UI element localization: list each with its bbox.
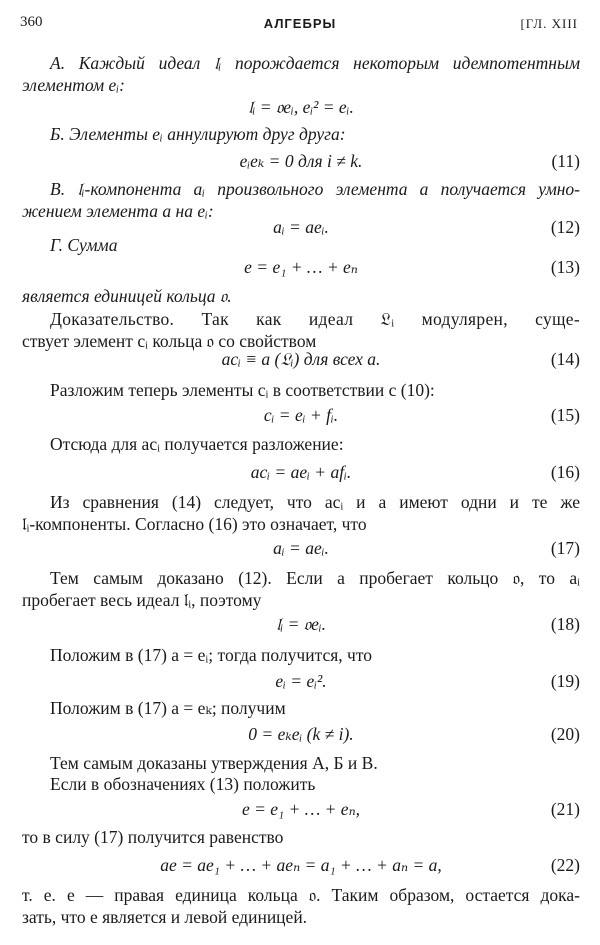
- formula-16: acᵢ = aeᵢ + afᵢ.: [250, 462, 352, 482]
- proof-line-14: т. е. e — правая единица кольца 𝔬. Таким образом, остается дока-: [22, 885, 580, 905]
- formula-12: aᵢ = aeᵢ.: [273, 217, 329, 237]
- equation-number-21: (21): [550, 799, 580, 819]
- formula-11: eᵢeₖ = 0 для i ≠ k.: [239, 151, 363, 171]
- proof-line-9: Положим в (17) a = eᵢ; тогда получится, что: [50, 645, 372, 665]
- formula-a: 𝔩ᵢ = 𝔬eᵢ, eᵢ² = eᵢ.: [248, 97, 354, 117]
- equation-number-20: (20): [550, 724, 580, 744]
- equation-number-12: (12): [550, 217, 580, 237]
- proof-line-13: то в силу (17) получится равенство: [22, 827, 284, 847]
- equation-number-18: (18): [550, 614, 580, 634]
- running-title: АЛГЕБРЫ: [263, 16, 337, 31]
- statement-c-line-1: В. 𝔩ᵢ-компонента aᵢ произвольного элемента a получается умно-: [50, 179, 580, 199]
- proof-line-12: Если в обозначениях (13) положить: [50, 774, 316, 794]
- statement-b-line-1: Б. Элементы eᵢ аннулируют друг друга:: [50, 124, 346, 144]
- proof-line-6: 𝔩ᵢ-компоненты. Согласно (16) это означает, что: [22, 514, 367, 534]
- proof-line-3: Разложим теперь элементы cᵢ в соответствии с (10):: [50, 380, 435, 400]
- statement-d-line-2: является единицей кольца 𝔬.: [22, 286, 232, 306]
- equation-number-16: (16): [550, 462, 580, 482]
- page-number: 360: [20, 14, 43, 30]
- statement-c-line-2: жением элемента a на eᵢ:: [22, 201, 214, 221]
- proof-line-7: Тем самым доказано (12). Если a пробегает кольцо 𝔬, то aᵢ: [50, 568, 580, 588]
- statement-a-line-1: А. Каждый идеал 𝔩ᵢ порождается некоторым идемпотентным: [50, 53, 580, 73]
- proof-line-4: Отсюда для acᵢ получается разложение:: [50, 434, 344, 454]
- proof-line-5: Из сравнения (14) следует, что acᵢ и a имеют одни и те же: [50, 492, 580, 512]
- equation-number-14: (14): [550, 349, 580, 369]
- equation-number-22: (22): [550, 855, 580, 875]
- formula-13: e = e₁ + … + eₙ: [244, 257, 358, 277]
- statement-d-line-1: Г. Сумма: [50, 235, 118, 255]
- formula-18: 𝔩ᵢ = 𝔬eᵢ.: [275, 614, 327, 634]
- equation-number-13: (13): [550, 257, 580, 277]
- chapter-label: [ГЛ. XIII: [520, 16, 578, 31]
- equation-number-11: (11): [551, 151, 580, 171]
- proof-line-8: пробегает весь идеал 𝔩ᵢ, поэтому: [22, 590, 262, 610]
- equation-number-15: (15): [550, 405, 580, 425]
- formula-21: e = e₁ + … + eₙ,: [241, 799, 361, 819]
- formula-20: 0 = eₖeᵢ (k ≠ i).: [248, 724, 354, 744]
- formula-14: acᵢ ≡ a (𝔏ᵢ) для всех a.: [221, 349, 381, 369]
- equation-number-17: (17): [550, 538, 580, 558]
- formula-15: cᵢ = eᵢ + fᵢ.: [263, 405, 339, 425]
- proof-line-10: Положим в (17) a = eₖ; получим: [50, 698, 286, 718]
- formula-22: ae = ae₁ + … + aeₙ = a₁ + … + aₙ = a,: [160, 855, 442, 875]
- formula-17: aᵢ = aeᵢ.: [273, 538, 329, 558]
- formula-19: eᵢ = eᵢ².: [275, 671, 327, 691]
- proof-line-11: Тем самым доказаны утверждения А, Б и В.: [50, 753, 378, 773]
- proof-line-2: ствует элемент cᵢ кольца 𝔬 со свойством: [22, 331, 317, 351]
- statement-a-line-2: элементом eᵢ:: [22, 75, 125, 95]
- proof-line-15: зать, что e является и левой единицей.: [22, 907, 308, 927]
- equation-number-19: (19): [550, 671, 580, 691]
- proof-line-1: Доказательство. Так как идеал 𝔏ᵢ модулярен, суще-: [50, 309, 580, 329]
